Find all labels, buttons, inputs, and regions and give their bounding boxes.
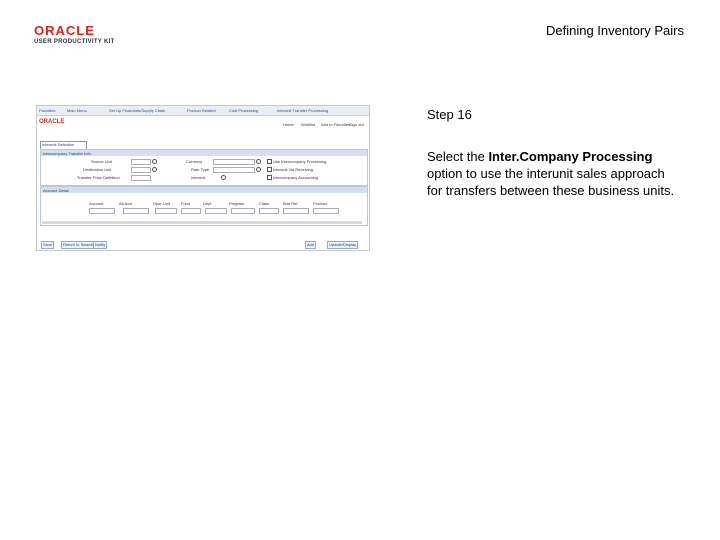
- oracle-upk-logo: [34, 24, 134, 48]
- transfer-price-input[interactable]: [131, 175, 151, 181]
- logo-text: ORACLE: [34, 23, 95, 38]
- logo-subtext: USER PRODUCTIVITY KIT: [34, 39, 115, 45]
- grid-cell-input[interactable]: [181, 208, 201, 214]
- grid-title: Account Detail: [43, 188, 69, 193]
- app-header: [37, 116, 369, 128]
- nav-item[interactable]: Interunit Transfer Processing: [277, 108, 329, 113]
- transfer-info-panel: [40, 149, 368, 186]
- search-icon[interactable]: [256, 159, 261, 164]
- nav-item[interactable]: Main Menu: [67, 108, 87, 113]
- accounting-checkbox-label: Intercompany Accounting: [273, 175, 318, 180]
- column-header: Alt Acct: [119, 201, 133, 206]
- favorites-link[interactable]: Add to Favorites: [321, 122, 351, 127]
- receiving-checkbox[interactable]: [267, 167, 272, 172]
- grid-cell-input[interactable]: [205, 208, 227, 214]
- step-label: Step 16: [427, 107, 472, 122]
- rate-type-input[interactable]: [213, 167, 255, 173]
- grid-cell-input[interactable]: [89, 208, 115, 214]
- grid-cell-input[interactable]: [155, 208, 177, 214]
- worklist-link[interactable]: Worklist: [301, 122, 316, 127]
- destination-unit-label: Destination Unit: [83, 167, 112, 172]
- add-button[interactable]: Add: [307, 242, 315, 247]
- column-header: Bud Ref: [283, 201, 298, 206]
- tab-interunit-definition[interactable]: Interunit Definition: [40, 141, 87, 150]
- notify-button[interactable]: Notify: [95, 242, 106, 247]
- search-icon[interactable]: [221, 175, 226, 180]
- nav-item[interactable]: Favorites: [39, 108, 56, 113]
- column-header: Product: [313, 201, 327, 206]
- source-unit-input[interactable]: [131, 159, 151, 165]
- instruction-option-name: Inter.Company Processing: [488, 149, 653, 164]
- destination-unit-input[interactable]: [131, 167, 151, 173]
- grid-cell-input[interactable]: [283, 208, 309, 214]
- update-display-button[interactable]: Update/Display: [329, 242, 357, 247]
- grid-cell-input[interactable]: [123, 208, 149, 214]
- step-instruction: [427, 148, 677, 199]
- column-header: Class: [259, 201, 270, 206]
- interunit-label: Interunit: [191, 175, 206, 180]
- grid-cell-input[interactable]: [313, 208, 339, 214]
- column-header: Oper Unit: [153, 201, 171, 206]
- page-options-bar: [37, 132, 369, 140]
- column-header: Account: [89, 201, 104, 206]
- oracle-logo: ORACLE: [39, 119, 65, 125]
- column-header: Fund: [181, 201, 191, 206]
- search-icon[interactable]: [152, 159, 157, 164]
- signout-link[interactable]: Sign out: [349, 122, 364, 127]
- search-icon[interactable]: [152, 167, 157, 172]
- horizontal-scrollbar[interactable]: [42, 221, 362, 224]
- grid-cell-input[interactable]: [231, 208, 255, 214]
- nav-item[interactable]: Set Up Financials/Supply Chain: [109, 108, 166, 113]
- intercompany-checkbox-label: Use Intercompany Processing: [273, 159, 327, 164]
- transfer-price-label: Transfer Price Definition: [77, 175, 120, 180]
- nav-item[interactable]: Cost Processing: [229, 108, 259, 113]
- receiving-checkbox-label: Interunit Via Receiving: [273, 167, 313, 172]
- account-grid: [40, 186, 368, 226]
- save-button[interactable]: Save: [43, 242, 53, 247]
- currency-input[interactable]: [213, 159, 255, 165]
- screenshot-thumbnail: [36, 105, 370, 251]
- home-link[interactable]: Home: [283, 122, 294, 127]
- search-icon[interactable]: [256, 167, 261, 172]
- document-title: Defining Inventory Pairs: [545, 23, 684, 38]
- intercompany-checkbox[interactable]: [267, 159, 272, 164]
- instruction-text-after: option to use the interunit sales approach for transfers between these business units.: [427, 166, 675, 198]
- panel-title: Intercompany Transfer Info: [43, 151, 91, 156]
- source-unit-label: Source Unit: [91, 159, 112, 164]
- return-to-search-button[interactable]: Return to Search: [63, 242, 94, 247]
- column-header: Dept: [203, 201, 212, 206]
- currency-label: Currency: [186, 159, 203, 164]
- nav-item[interactable]: Product Related: [187, 108, 216, 113]
- breadcrumb-bar: [37, 106, 369, 116]
- accounting-checkbox[interactable]: [267, 175, 272, 180]
- instruction-text-before: Select the: [427, 149, 489, 164]
- grid-cell-input[interactable]: [259, 208, 279, 214]
- rate-type-label: Rate Type: [191, 167, 210, 172]
- column-header: Program: [229, 201, 245, 206]
